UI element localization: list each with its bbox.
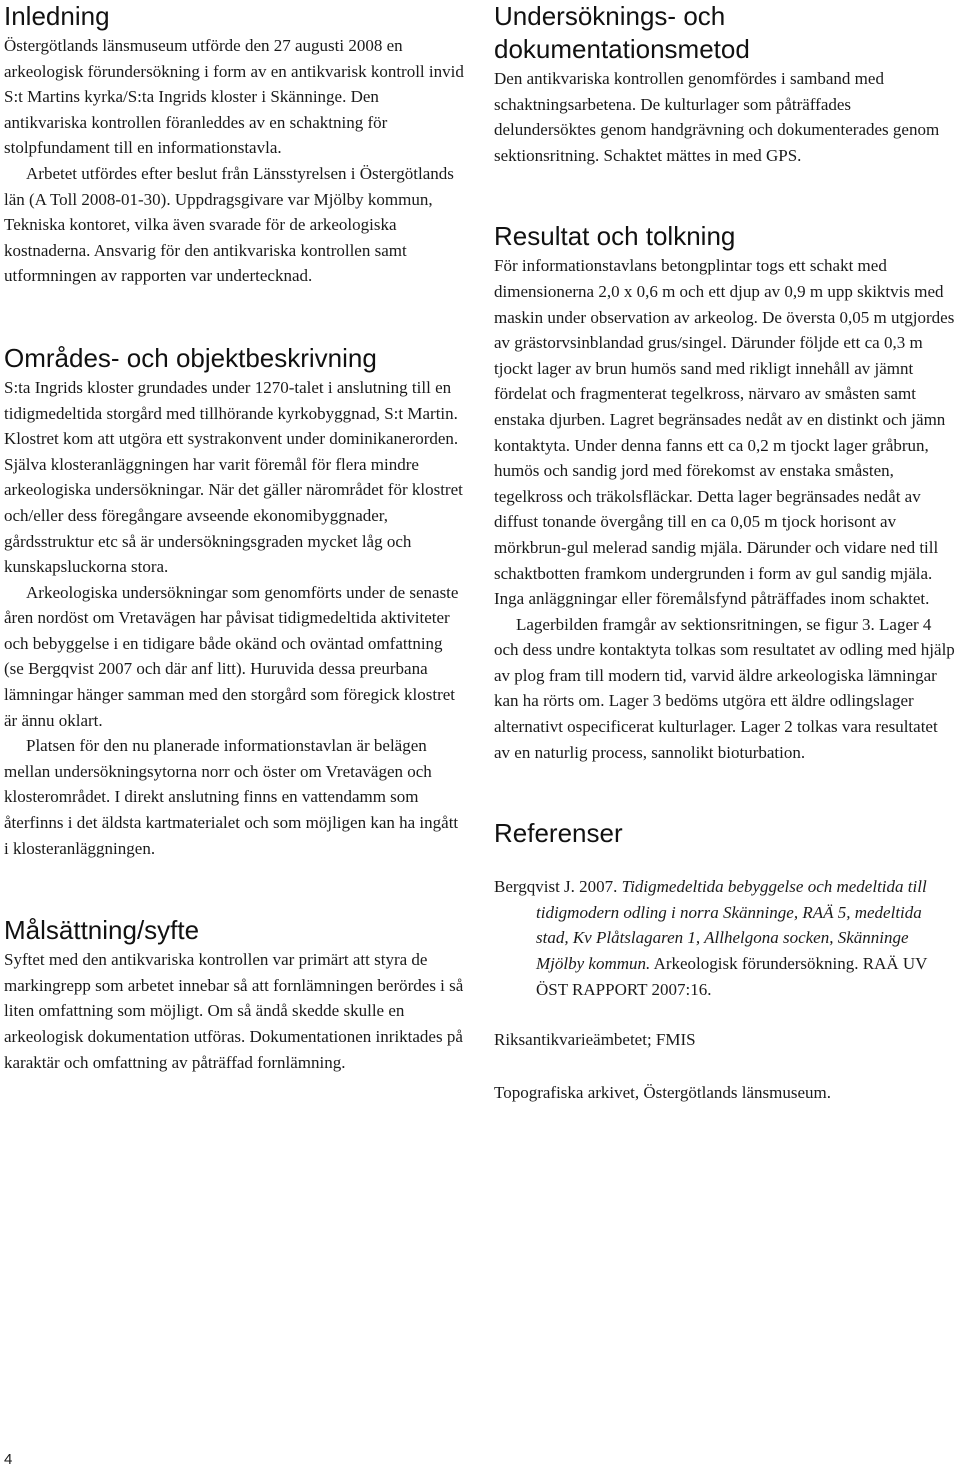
paragraph: Lagerbilden framgår av sektionsritningen, se figur 3. Lager 4 och dess undre kontaktyta tolkas som resultatet av odling med hjälp av plog fram till modern tid, varvid äldre arkeologiska lämningar kan ha rörts om. Lager 3 bedöms utgöra ett äldre odlingslager alternativt ospecificerat kulturlager. Lager 2 tolkas vara resultatet av en naturlig process, sannolikt bioturbation.	[494, 614, 955, 762]
paragraph: Arbetet utfördes efter beslut från Länsstyrelsen i Östergötlands län (A Toll 2008-01-30). Uppdragsgivare var Mjölby kommun, Tekniska kontoret, vilka även svarade för de arkeologiska kostnaderna. Ansvarig för den antikvariska kontrollen samt utformningen av rapporten var undertecknad.	[4, 163, 454, 286]
reference-list	[494, 874, 956, 1105]
heading-omrades: Områdes- och objektbeskrivning	[4, 342, 377, 373]
reference-author: Bergqvist J. 2007.	[494, 877, 622, 897]
reference-item: Riksantikvarieämbetet; FMIS	[494, 1030, 696, 1050]
reference-details: Arkeologisk förundersökning. RAÄ UV ÖST RAPPORT 2007:16.	[536, 954, 928, 999]
paragraph: Platsen för den nu planerade informationstavlan är belägen mellan undersökningsytorna norr och öster om Vretavägen och klosterområdet. I direkt anslutning finns en vattendamm som återfinns i det äldsta kartmaterialet och som möjligen kan ha ingått i klosteranläggningen.	[4, 736, 459, 858]
heading-inledning: Inledning	[4, 1, 110, 31]
section-resultat	[494, 220, 956, 765]
heading-metod: Undersöknings- och dokumentationsmetod	[494, 1, 750, 64]
reference-title: Tidigmedeltida bebyggelse och medeltida till tidigmodern odling i norra Skänninge, RAÄ 5, medeltida stad, Kv Plåtslagaren 1, Allhelgona socken, Skänninge Mjölby kommun.	[536, 877, 927, 974]
section-referenser	[494, 817, 956, 850]
paragraph: Den antikvariska kontrollen genomfördes i samband med schaktningsarbetena. De kulturlager som påträffades delundersöktes genom handgrävning och dokumenterades genom sektionsritning. Schaktet mättes in med GPS.	[494, 69, 940, 165]
paragraph: Östergötlands länsmuseum utförde den 27 augusti 2008 en arkeologisk förundersökning i form av en antikvarisk kontroll invid S:t Martins kyrka/S:ta Ingrids kloster i Skänninge. Den antikvariska kontrollen föranleddes av en schaktning för stolpfundament till en informationstavla.	[4, 36, 464, 158]
left-column	[4, 0, 466, 1075]
paragraph: Arkeologiska undersökningar som genomförts under de senaste åren nordöst om Vretavägen har påvisat tidigmedeltida aktiviteter och bebyggelse i en tidigare både okänd och oväntad omfattning (se Bergqvist 2007 och där anf litt). Huruvida dessa preurbana lämningar hänger samman med den storgård som föregick klostret är ännu oklart.	[4, 582, 459, 730]
heading-referenser: Referenser	[494, 818, 623, 849]
section-malsattning	[4, 914, 466, 1075]
heading-malsattning: Målsättning/syfte	[4, 915, 200, 946]
reference-item: Topografiska arkivet, Östergötlands länsmuseum.	[494, 1082, 832, 1102]
paragraph: Syftet med den antikvariska kontrollen var primärt att styra de markingrepp som arbetet innebar så att fornlämningen berördes i så liten omfattning som möjligt. Om så ändå skedde skulle en arkeologisk dokumentation utföras. Dokumentationen inriktades på karaktär och omfattning av påträffad fornlämning.	[4, 950, 464, 1072]
page-number: 4	[4, 1451, 13, 1468]
section-inledning	[4, 0, 466, 289]
paragraph: För informationstavlans betongplintar togs ett schakt med dimensionerna 2,0 x 0,6 m och ett djup av 0,9 m upp skiktvis med maskin under observation av arkeolog. De översta 0,05 m utgjordes av grästorvsinblandad grus/singel. Därunder följde ett ca 0,3 m tjockt lager av brun humös sand med rikligt innehåll av jämnt fördelat och fragmenterat tegelkross, närvaro av småsten samt enstaka djurben. Lagret begränsades nedåt av en distinkt och jämn kontaktyta. Under denna fanns ett ca 0,2 m tjockt lager gråbrun, humös och sandig jord med förekomst av enstaka småsten, tegelkross och träkolsfläckar. Detta lager begränsades nedåt av diffust tonande övergång till en ca 0,05 m tjock horisont av mörkbrun-gul melerad sandig mjäla. Därunder och vidare ned till schaktbotten framkom undergrunden i form av gul sandig mjäla. Inga anläggningar eller föremålsfynd påträffades inom schaktet.	[494, 256, 955, 609]
section-omrades	[4, 342, 466, 861]
heading-resultat: Resultat och tolkning	[494, 221, 736, 252]
reference-item	[494, 874, 956, 1002]
section-metod	[494, 0, 956, 168]
right-column	[494, 0, 956, 1105]
paragraph: S:ta Ingrids kloster grundades under 1270-talet i anslutning till en tidigmedeltida storgård med tillhörande kyrkobyggnad, S:t Martin. Klostret kom att utgöra ett systrakonvent under dominikanerorden. Själva klosteranläggningen har varit föremål för flera mindre arkeologiska undersökningar. När det gäller närområdet för klostret och/eller dess föregångare avseende ekonomibyggnader, gårdsstruktur etc så är undersökningsgraden mycket låg och kunskapsluckorna stora.	[4, 377, 463, 577]
